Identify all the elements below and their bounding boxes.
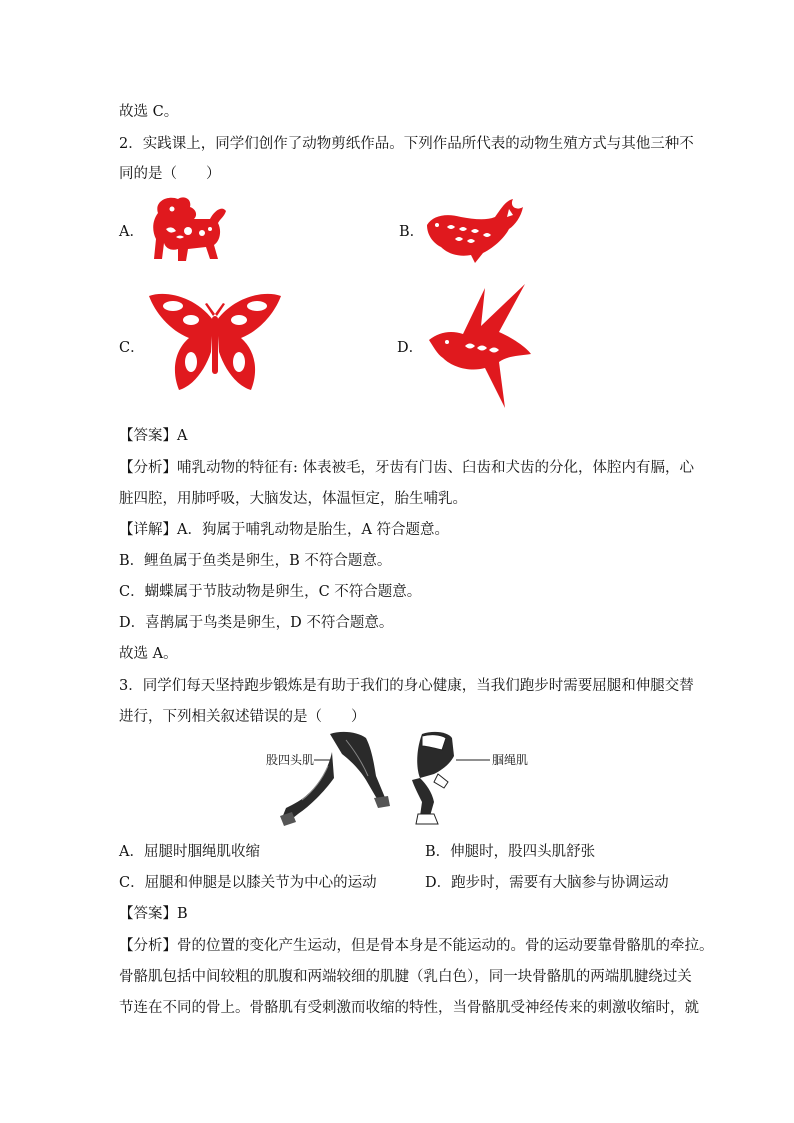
- butterfly-papercut-image: [145, 290, 285, 404]
- answer-selection-q2: 故选 A。: [119, 646, 178, 662]
- magpie-papercut-image: [425, 282, 533, 414]
- detail-q2-a: 【详解】A．狗属于哺乳动物是胎生，A 符合题意。: [119, 522, 450, 538]
- detail-q2-d: D．喜鹊属于鸟类是卵生，D 不符合题意。: [119, 615, 394, 631]
- answer-q2: 【答案】A: [119, 428, 188, 444]
- q3-option-b: B．伸腿时，股四头肌舒张: [425, 844, 596, 860]
- detail-q2-b: B．鲤鱼属于鱼类是卵生，B 不符合题意。: [119, 553, 392, 569]
- analysis-q3-cont1: 骨骼肌包括中间较粗的肌腹和两端较细的肌腱（乳白色），同一块骨骼肌的两端肌腱绕过关: [119, 969, 692, 985]
- analysis-q2: 【分析】哺乳动物的特征有: 体表被毛，牙齿有门齿、臼齿和犬齿的分化，体腔内有膈，心: [119, 460, 694, 476]
- answer-q3: 【答案】B: [119, 906, 188, 922]
- question-2-stem: 2．实践课上，同学们创作了动物剪纸作品。下列作品所代表的动物生殖方式与其他三种不: [119, 136, 694, 152]
- question-3-stem: 3．同学们每天坚持跑步锻炼是有助于我们的身心健康，当我们跑步时需要屈腿和伸腿交替: [119, 678, 694, 694]
- dog-papercut-image: [148, 193, 228, 269]
- quadriceps-label: 股四头肌: [266, 753, 315, 767]
- q3-option-c: C．屈腿和伸腿是以膝关节为中心的运动: [119, 875, 377, 891]
- q3-option-d: D．跑步时，需要有大脑参与协调运动: [425, 875, 669, 891]
- analysis-q2-cont: 脏四腔，用肺呼吸，大脑发达，体温恒定，胎生哺乳。: [119, 491, 467, 507]
- hamstring-label: 腘绳肌: [492, 753, 529, 767]
- analysis-q3-cont2: 节连在不同的骨上。骨骼肌有受刺激而收缩的特性，当骨骼肌受神经传来的刺激收缩时，就: [119, 1000, 699, 1016]
- q3-option-a: A．屈腿时腘绳肌收缩: [119, 844, 260, 860]
- option-c-label: C．: [119, 340, 145, 356]
- leg-muscle-figure: [262, 730, 542, 830]
- option-b-label: B．: [399, 224, 425, 240]
- question-3-stem-cont: 进行，下列相关叙述错误的是（ ）: [119, 709, 366, 725]
- option-d-label: D．: [397, 340, 424, 356]
- carp-papercut-image: [425, 197, 527, 269]
- detail-q2-c: C．蝴蝶属于节肢动物是卵生，C 不符合题意。: [119, 584, 422, 600]
- analysis-q3: 【分析】骨的位置的变化产生运动，但是骨本身是不能运动的。骨的运动要靠骨骼肌的牵拉。: [119, 938, 714, 954]
- question-2-stem-cont: 同的是（ ）: [119, 166, 221, 182]
- answer-selection-q1: 故选 C。: [119, 104, 179, 120]
- option-a-label: A．: [119, 224, 144, 240]
